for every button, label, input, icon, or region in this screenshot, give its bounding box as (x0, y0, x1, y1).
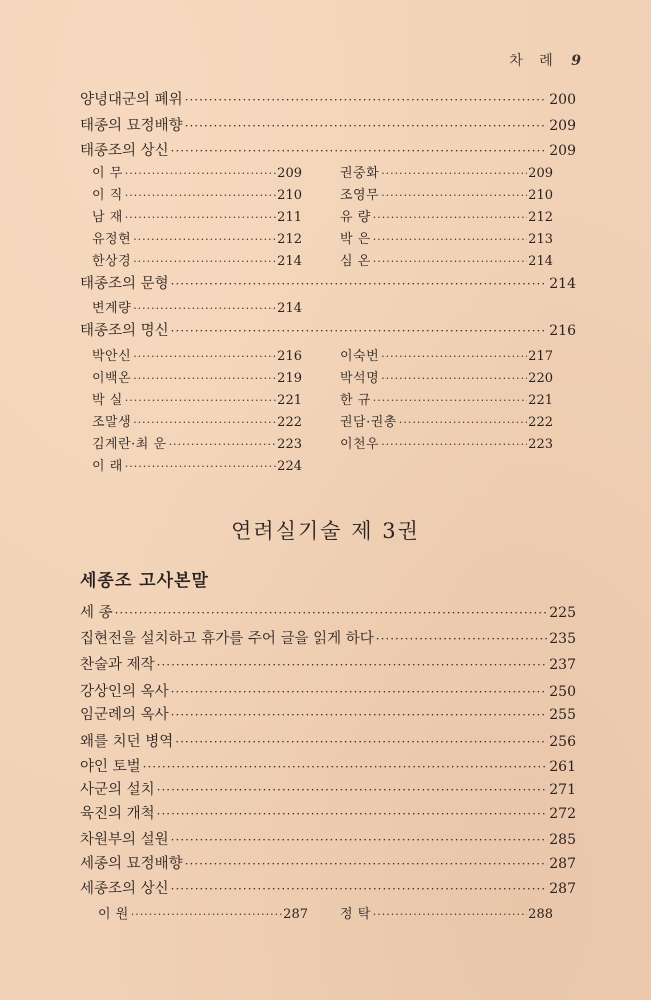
toc-entry[interactable] (80, 656, 576, 674)
subentry-page: 223 (277, 437, 302, 452)
section-title: 세종조 고사본말 (80, 571, 209, 591)
leader-dots (125, 165, 276, 182)
leader-dots (171, 275, 548, 293)
subentry-name: 한 규 (340, 393, 371, 408)
leader-dots (133, 348, 276, 365)
leader-dots (131, 906, 282, 923)
leader-dots (133, 414, 276, 431)
subentry-page: 224 (277, 459, 302, 474)
subentry-name: 이숙번 (340, 349, 380, 364)
subentry-name: 박 실 (92, 393, 123, 408)
subentry-name: 이백온 (92, 371, 132, 386)
toc-entry[interactable] (80, 275, 576, 293)
toc-subentry[interactable] (340, 165, 553, 182)
leader-dots (185, 117, 548, 135)
running-head-label: 차 례 (509, 53, 559, 69)
toc-subentry[interactable] (98, 906, 308, 923)
subentry-page: 216 (277, 349, 302, 364)
subentry-name: 심 온 (340, 254, 371, 269)
leader-dots (171, 322, 548, 340)
leader-dots (185, 855, 548, 873)
entry-title: 태종조의 상신 (80, 143, 169, 159)
toc-subentry[interactable] (340, 187, 553, 204)
leader-dots (143, 758, 548, 776)
leader-dots (381, 370, 527, 387)
leader-dots (125, 458, 276, 475)
entry-page: 200 (549, 92, 576, 108)
entry-page: 209 (549, 143, 576, 159)
entry-page: 214 (549, 276, 576, 292)
subentry-page: 212 (528, 210, 553, 225)
entry-title: 세종의 묘정배향 (80, 856, 183, 872)
subentry-page: 209 (277, 166, 302, 181)
toc-entry[interactable] (80, 91, 576, 109)
leader-dots (125, 187, 276, 204)
subentry-name: 변계량 (92, 301, 132, 316)
leader-dots (171, 683, 548, 701)
entry-page: 271 (549, 782, 576, 798)
toc-entry[interactable] (80, 733, 576, 751)
subentry-name: 이 래 (92, 459, 123, 474)
entry-title: 사군의 설치 (80, 782, 155, 798)
subentry-page: 210 (528, 188, 553, 203)
toc-entry[interactable] (80, 805, 576, 823)
subentry-name: 권중화 (340, 166, 380, 181)
subentry-page: 222 (528, 415, 553, 430)
subentry-page: 288 (528, 907, 553, 922)
subentry-name: 박 은 (340, 232, 371, 247)
toc-subentry[interactable] (92, 436, 302, 453)
entry-title: 태종의 묘정배향 (80, 118, 183, 134)
subentry-page: 219 (277, 371, 302, 386)
entry-title: 세 종 (80, 605, 113, 621)
toc-subentry[interactable] (340, 392, 553, 409)
entry-page: 225 (549, 605, 576, 621)
leader-dots (115, 604, 548, 622)
leader-dots (381, 165, 527, 182)
entry-title: 임군례의 옥사 (80, 707, 169, 723)
toc-entry[interactable] (80, 142, 576, 160)
subentry-name: 이 무 (92, 166, 123, 181)
entry-title: 육진의 개척 (80, 806, 155, 822)
subentry-page: 209 (528, 166, 553, 181)
entry-title: 세종조의 상신 (80, 881, 169, 897)
entry-title: 차원부의 설원 (80, 832, 169, 848)
subentry-name: 이천우 (340, 437, 380, 452)
toc-subentry[interactable] (92, 458, 302, 475)
toc-entry[interactable] (80, 855, 576, 873)
entry-page: 287 (549, 856, 576, 872)
toc-subentry[interactable] (340, 209, 553, 226)
toc-subentry[interactable] (92, 414, 302, 431)
toc-subentry[interactable] (92, 187, 302, 204)
toc-subentry[interactable] (340, 906, 553, 923)
subentry-page: 214 (528, 254, 553, 269)
leader-dots (175, 733, 547, 751)
subentry-name: 권담·권총 (340, 415, 397, 430)
subentry-page: 214 (277, 301, 302, 316)
entry-page: 237 (549, 657, 576, 673)
leader-dots (133, 253, 276, 270)
entry-title: 야인 토벌 (80, 759, 141, 775)
toc-entry[interactable] (80, 322, 576, 340)
entry-page: 272 (549, 806, 576, 822)
toc-subentry[interactable] (340, 414, 553, 431)
page-number: 9 (571, 53, 581, 69)
subentry-page: 214 (277, 254, 302, 269)
toc-subentry[interactable] (92, 392, 302, 409)
toc-entry[interactable] (80, 706, 576, 724)
toc-subentry[interactable] (340, 253, 553, 270)
subentry-page: 213 (528, 232, 553, 247)
leader-dots (381, 348, 527, 365)
subentry-page: 223 (528, 437, 553, 452)
leader-dots (373, 906, 527, 923)
entry-title: 강상인의 옥사 (80, 684, 169, 700)
subentry-page: 210 (277, 188, 302, 203)
leader-dots (157, 805, 548, 823)
entry-page: 255 (549, 707, 576, 723)
leader-dots (125, 209, 276, 226)
subentry-name: 박석명 (340, 371, 380, 386)
subentry-name: 정 탁 (340, 907, 371, 922)
entry-title: 집현전을 설치하고 휴가를 주어 글을 읽게 하다 (80, 631, 374, 647)
toc-subentry[interactable] (92, 209, 302, 226)
toc-subentry[interactable] (340, 436, 553, 453)
entry-title: 왜를 치던 병역 (80, 734, 174, 750)
entry-page: 287 (549, 881, 576, 897)
leader-dots (169, 436, 277, 453)
running-head (509, 50, 581, 70)
subentry-name: 박안신 (92, 349, 132, 364)
toc-entry[interactable] (80, 683, 576, 701)
toc-entry[interactable] (80, 880, 576, 898)
toc-entry[interactable] (80, 831, 576, 849)
entry-title: 찬술과 제작 (80, 657, 155, 673)
leader-dots (125, 392, 276, 409)
subentry-name: 조영무 (340, 188, 380, 203)
volume-title: 연려실기술 제 3권 (231, 519, 420, 543)
leader-dots (171, 142, 548, 160)
toc-subentry[interactable] (340, 231, 553, 248)
toc-subentry[interactable] (92, 348, 302, 365)
subentry-page: 221 (528, 393, 553, 408)
leader-dots (133, 300, 276, 317)
leader-dots (157, 656, 548, 674)
toc-subentry[interactable] (92, 300, 302, 317)
leader-dots (157, 781, 548, 799)
toc-entry[interactable] (80, 758, 576, 776)
leader-dots (133, 231, 276, 248)
toc-subentry[interactable] (92, 231, 302, 248)
subentry-name: 조말생 (92, 415, 132, 430)
entry-title: 태종조의 문형 (80, 276, 169, 292)
leader-dots (185, 91, 548, 109)
leader-dots (376, 630, 547, 648)
leader-dots (399, 414, 527, 431)
subentry-page: 220 (528, 371, 553, 386)
entry-page: 209 (549, 118, 576, 134)
subentry-name: 이 직 (92, 188, 123, 203)
subentry-page: 221 (277, 393, 302, 408)
entry-page: 250 (549, 684, 576, 700)
toc-entry[interactable] (80, 781, 576, 799)
subentry-page: 222 (277, 415, 302, 430)
toc-subentry[interactable] (340, 348, 553, 365)
subentry-name: 남 재 (92, 210, 123, 225)
leader-dots (171, 880, 548, 898)
toc-entry[interactable] (80, 117, 576, 135)
subentry-page: 217 (528, 349, 553, 364)
toc-subentry[interactable] (92, 370, 302, 387)
subentry-name: 유정현 (92, 232, 132, 247)
subentry-name: 이 원 (98, 907, 129, 922)
toc-entry[interactable] (80, 630, 576, 648)
toc-subentry[interactable] (92, 165, 302, 182)
leader-dots (373, 209, 527, 226)
leader-dots (381, 187, 527, 204)
entry-title: 태종조의 명신 (80, 323, 169, 339)
subentry-page: 287 (283, 907, 308, 922)
subentry-page: 211 (277, 210, 302, 225)
leader-dots (133, 370, 276, 387)
entry-page: 261 (549, 759, 576, 775)
subentry-name: 한상경 (92, 254, 132, 269)
leader-dots (373, 231, 527, 248)
toc-entry[interactable] (80, 604, 576, 622)
entry-page: 235 (549, 631, 576, 647)
entry-title: 양녕대군의 폐위 (80, 92, 183, 108)
leader-dots (171, 831, 548, 849)
entry-page: 285 (549, 832, 576, 848)
toc-subentry[interactable] (340, 370, 553, 387)
leader-dots (373, 253, 527, 270)
leader-dots (373, 392, 527, 409)
entry-page: 216 (549, 323, 576, 339)
toc-subentry[interactable] (92, 253, 302, 270)
subentry-name: 김계란·최 운 (92, 437, 167, 452)
leader-dots (171, 706, 548, 724)
subentry-name: 유 량 (340, 210, 371, 225)
leader-dots (381, 436, 527, 453)
entry-page: 256 (549, 734, 576, 750)
subentry-page: 212 (277, 232, 302, 247)
